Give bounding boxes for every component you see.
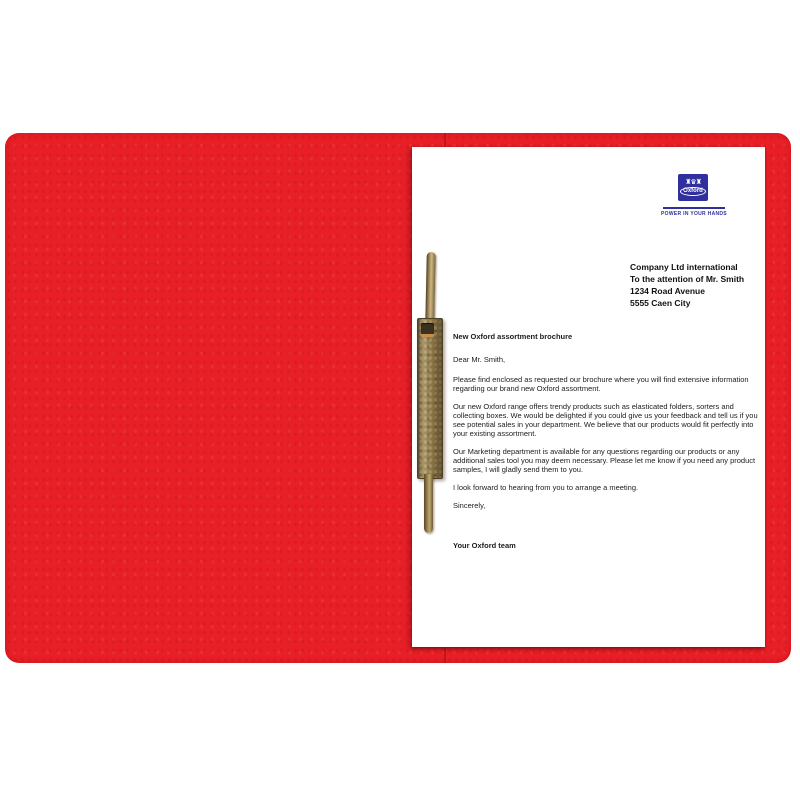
- salutation: Dear Mr. Smith,: [453, 355, 506, 364]
- oxford-logo: [678, 174, 708, 201]
- fastener-bar: [417, 318, 443, 479]
- fastener-top-prong: [425, 252, 436, 326]
- closing: Sincerely,: [453, 501, 486, 510]
- paragraph: I look forward to hearing from you to arrange a meeting.: [453, 483, 639, 492]
- subject-line: New Oxford assortment brochure: [453, 332, 573, 341]
- recipient-line: 5555 Caen City: [630, 298, 691, 308]
- letter-body: [453, 332, 759, 550]
- paragraph: Please find enclosed as requested our brochure where you will find extensive information regarding our brand new Oxford assortment.: [453, 375, 749, 393]
- fastener-slot: [421, 323, 434, 337]
- letter-paper: [412, 147, 765, 647]
- paragraph: Our Marketing department is available for any questions regarding our products or any additional sales tool you may deem necessary. Please let me know if you need any product samples, I will gladly send them to you.: [453, 447, 756, 474]
- paragraph: Our new Oxford range offers trendy products such as elasticated folders, sorters and collecting boxes. We would be delighted if you could give us your feedback and tell us if you see potential sales in your department. We believe that our products would fit perfectly into your existing assortment.: [453, 402, 758, 438]
- fastener-bottom-prong: [424, 474, 433, 533]
- recipient-line: Company Ltd international: [630, 262, 738, 272]
- recipient-block: [630, 261, 744, 309]
- logo-underline: [663, 207, 725, 209]
- signature: Your Oxford team: [453, 541, 516, 550]
- oxford-wordmark: Oxford: [680, 187, 706, 196]
- recipient-line: 1234 Road Avenue: [630, 286, 705, 296]
- oxford-crest-icon: ♜♛♜: [685, 179, 701, 186]
- recipient-line: To the attention of Mr. Smith: [630, 274, 745, 284]
- logo-tagline: POWER IN YOUR HANDS: [661, 211, 727, 217]
